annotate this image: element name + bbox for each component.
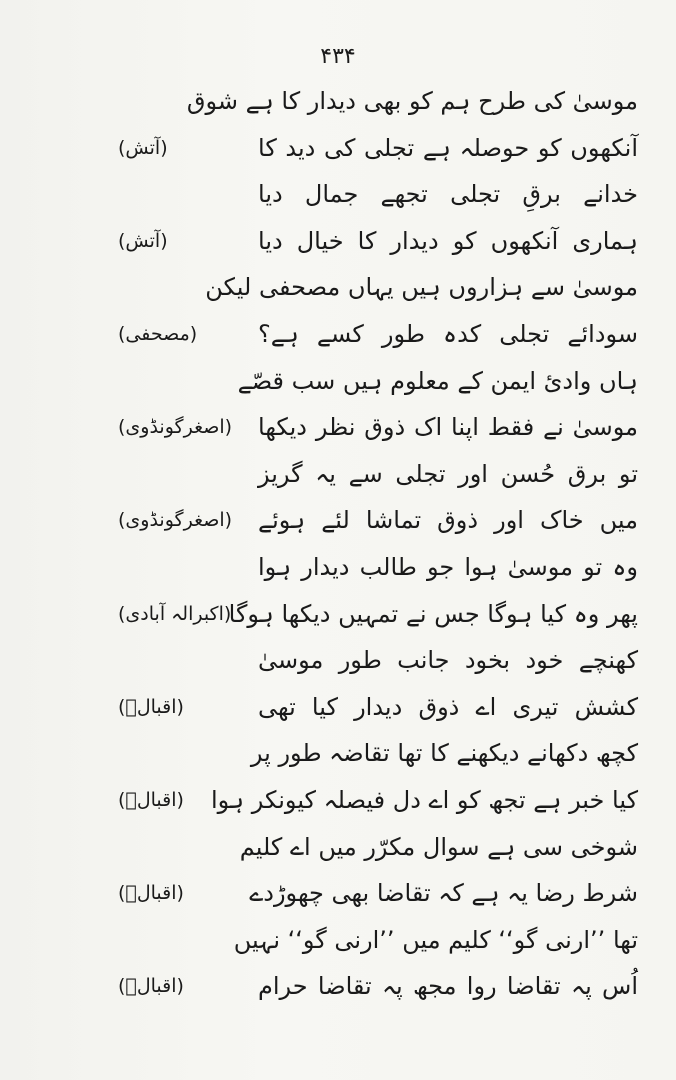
poet-attribution: (آتش) [118, 136, 168, 159]
poet-attribution: (اقبالؔ) [118, 882, 184, 905]
verse-line: کیا خبر ہے تجھ کو اے دل فیصلہ کیونکر ہوا [210, 786, 638, 814]
poet-attribution: (اقبالؔ) [118, 975, 184, 998]
verse-line: موسیٰ سے ہزاروں ہیں یہاں مصحفی لیکن [205, 273, 638, 302]
verse-line: اُس پہ تقاضا روا مجھ پہ تقاضا حرام [258, 972, 638, 1001]
verse-line: ہاں وادیٔ ایمن کے معلوم ہیں سب قصّے [237, 366, 638, 395]
poet-attribution: (اکبرالہ آبادی) [118, 602, 232, 625]
verse-line: کشش تیری اے ذوق دیدار کیا تھی [258, 692, 638, 721]
verse-line: ہماری آنکھوں کو دیدار کا خیال دیا [258, 226, 638, 255]
verse-line: کھنچے خود بخود جانب طور موسیٰ [258, 646, 638, 675]
verse-line: خدانے برقِ تجلی تجھے جمال دیا [258, 180, 638, 209]
verse-line: موسیٰ نے فقط اپنا اک ذوق نظر دیکھا [258, 413, 638, 442]
verse-line: وہ تو موسیٰ ہوا جو طالب دیدار ہوا [258, 553, 638, 581]
verse-line: میں خاک اور ذوق تماشا لئے ہوئے [258, 506, 638, 535]
verse-line: کچھ دکھانے دیکھنے کا تھا تقاضہ طور پر [250, 739, 638, 768]
poet-attribution: (آتش) [118, 229, 168, 252]
verse-line: آنکھوں کو حوصلہ ہے تجلی کی دید کا [258, 133, 638, 162]
verse-line: شوخی سی ہے سوال مکرّر میں اے کلیم [239, 832, 638, 861]
poet-attribution: (اقبالؔ) [118, 695, 184, 718]
verse-line: شرط رضا یہ ہے کہ تقاضا بھی چھوڑدے [249, 879, 638, 908]
poet-attribution: (مصحفی) [118, 323, 198, 345]
poet-attribution: (اصغرگونڈوی) [118, 416, 233, 439]
verse-line: تو برق حُسن اور تجلی سے یہ گریز [258, 459, 638, 488]
verse-line: موسیٰ کی طرح ہم کو بھی دیدار کا ہے شوق [186, 87, 638, 115]
poet-attribution: (اقبالؔ) [118, 789, 184, 811]
verse-line: سودائے تجلی کدہ طور کسے ہے؟ [258, 320, 638, 348]
poet-attribution: (اصغرگونڈوی) [118, 509, 233, 532]
verse-line: تھا ’’ارنی گو‘‘ کلیم میں ’’ارنی گو‘‘ نہیں [233, 925, 638, 954]
verse-line: پھر وہ کیا ہوگا جس نے تمہیں دیکھا ہوگا [228, 599, 638, 628]
page-number: ۴۳۴ [320, 44, 356, 69]
